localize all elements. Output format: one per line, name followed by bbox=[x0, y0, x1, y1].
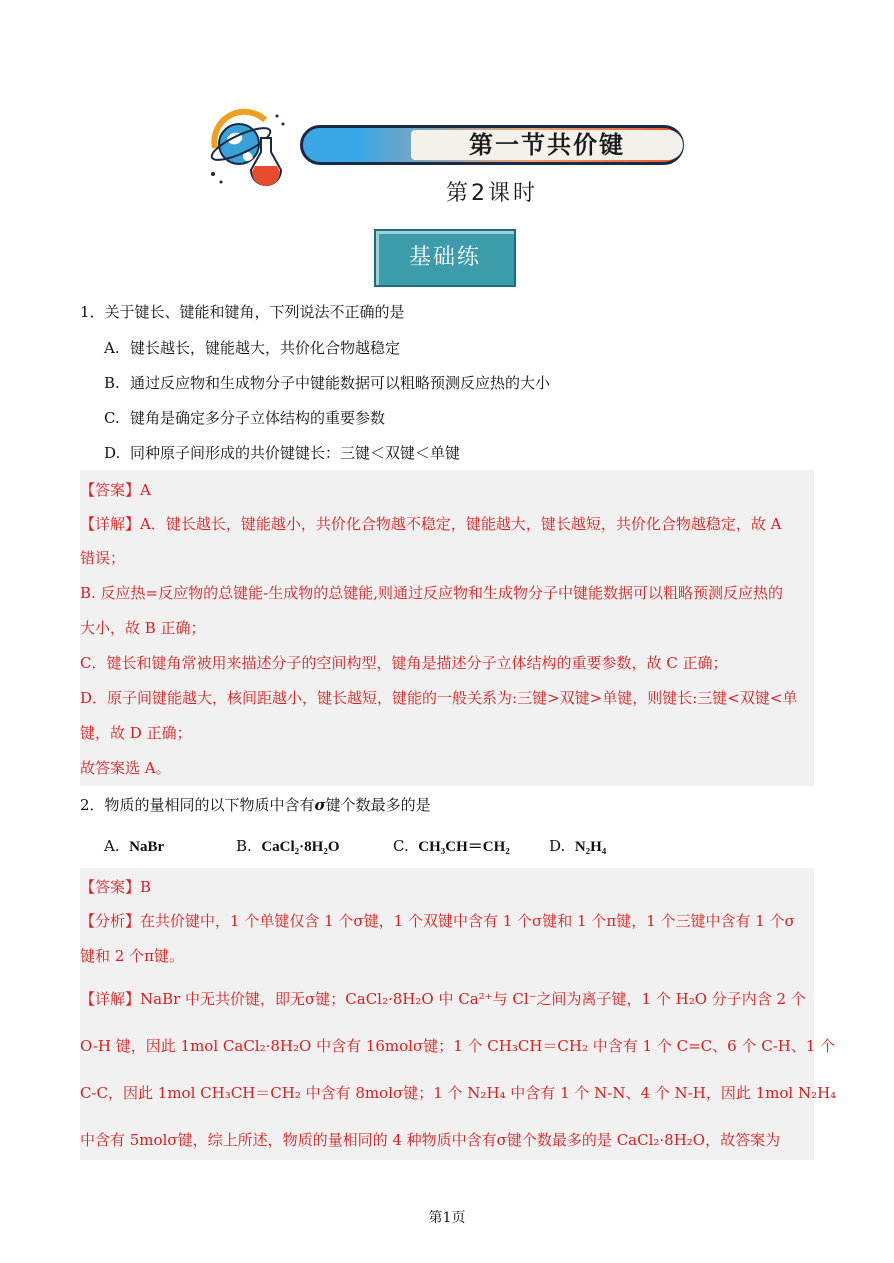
q1-option-a bbox=[104, 338, 400, 358]
q1-answer: 【答案】A bbox=[80, 481, 151, 499]
q1-option-b bbox=[104, 373, 550, 393]
lesson-title: 第一节共价键 bbox=[469, 131, 625, 159]
lesson-title-banner bbox=[300, 125, 684, 165]
q1-detail-line: 故答案选 A。 bbox=[80, 759, 171, 777]
q2-detail-line: 中含有 5molσ键，综上所述，物质的量相同的 4 种物质中含有σ键个数最多的是 CaCl₂·8H₂O，故答案为 bbox=[80, 1131, 781, 1149]
question-2-stem bbox=[80, 795, 431, 815]
lesson-subtitle: 第2课时 bbox=[446, 181, 538, 206]
q2-analysis-line: 【分析】在共价键中，1 个单键仅含 1 个σ键，1 个双键中含有 1 个σ键和 1 个π键，1 个三键中含有 1 个σ bbox=[80, 912, 795, 930]
section-label: 基础练 bbox=[374, 229, 516, 287]
option-text: 键长越长，键能越大，共价化合物越稳定 bbox=[130, 339, 401, 357]
question-1-stem: 1．关于键长、键能和键角，下列说法不正确的是 bbox=[80, 303, 405, 321]
q2-option-b bbox=[236, 836, 340, 857]
option-letter: A. bbox=[104, 339, 120, 357]
option-formula: NaBr bbox=[129, 839, 165, 855]
option-letter: C. bbox=[104, 409, 120, 427]
q2-stem-pre: 2．物质的量相同的以下物质中含有 bbox=[80, 796, 315, 814]
q1-detail-line: B. 反应热=反应物的总键能-生成物的总键能,则通过反应物和生成物分子中键能数据可以粗略预测反应热的 bbox=[80, 584, 783, 602]
q2-option-c bbox=[393, 836, 510, 857]
q2-detail-line: O-H 键，因此 1mol CaCl₂·8H₂O 中含有 16molσ键；1 个 CH₃CH＝CH₂ 中含有 1 个 C=C、6 个 C-H、1 个 bbox=[80, 1037, 836, 1055]
science-globe-flask-icon bbox=[205, 108, 287, 190]
q2-stem-post: 键个数最多的是 bbox=[325, 796, 431, 814]
option-letter: D. bbox=[549, 837, 566, 855]
option-text: 键角是确定多分子立体结构的重要参数 bbox=[130, 409, 386, 427]
q2-option-a bbox=[104, 836, 164, 857]
option-letter: B. bbox=[104, 374, 120, 392]
option-letter: A. bbox=[104, 837, 120, 855]
q1-detail-line: 【详解】A．键长越长，键能越小，共价化合物越不稳定，键能越大，键长越短，共价化合物越稳定，故 A bbox=[80, 515, 782, 533]
q1-detail-line: 键，故 D 正确； bbox=[80, 724, 192, 742]
q2-answer: 【答案】B bbox=[80, 878, 152, 896]
q2-detail-line: C-C，因此 1mol CH₃CH＝CH₂ 中含有 8molσ键；1 个 N₂H₄ 中含有 1 个 N-N、4 个 N-H，因此 1mol N₂H₄ bbox=[80, 1084, 837, 1102]
q1-detail-line: 大小，故 B 正确； bbox=[80, 619, 206, 637]
option-formula: CaCl₂·8H₂O bbox=[261, 839, 340, 855]
option-formula: CH₃CH＝CH₂ bbox=[418, 839, 510, 855]
q1-detail-line: D．原子间键能越大，核间距越小，键长越短，键能的一般关系为:三键>双键>单键，则键长:三键<双键<单 bbox=[80, 689, 798, 707]
sigma-symbol: σ bbox=[314, 796, 326, 814]
q2-detail-line: 【详解】NaBr 中无共价键，即无σ键；CaCl₂·8H₂O 中 Ca²⁺与 Cl⁻之间为离子键，1 个 H₂O 分子内含 2 个 bbox=[80, 990, 806, 1008]
q2-option-d bbox=[549, 836, 606, 857]
q2-analysis-line: 键和 2 个π键。 bbox=[80, 947, 184, 965]
option-formula: N₂H₄ bbox=[574, 839, 607, 855]
q1-detail-line: 错误； bbox=[80, 549, 126, 567]
option-letter: C. bbox=[393, 837, 409, 855]
option-text: 通过反应物和生成物分子中键能数据可以粗略预测反应热的大小 bbox=[130, 374, 551, 392]
option-text: 同种原子间形成的共价键键长：三键＜双键＜单键 bbox=[130, 444, 461, 462]
option-letter: D. bbox=[104, 444, 121, 462]
page-number: 第1页 bbox=[428, 1210, 466, 1226]
option-letter: B. bbox=[236, 837, 252, 855]
q1-option-d bbox=[104, 443, 460, 463]
q1-detail-line: C．键长和键角常被用来描述分子的空间构型，键角是描述分子立体结构的重要参数，故 C 正确； bbox=[80, 654, 728, 672]
q1-option-c bbox=[104, 408, 385, 428]
